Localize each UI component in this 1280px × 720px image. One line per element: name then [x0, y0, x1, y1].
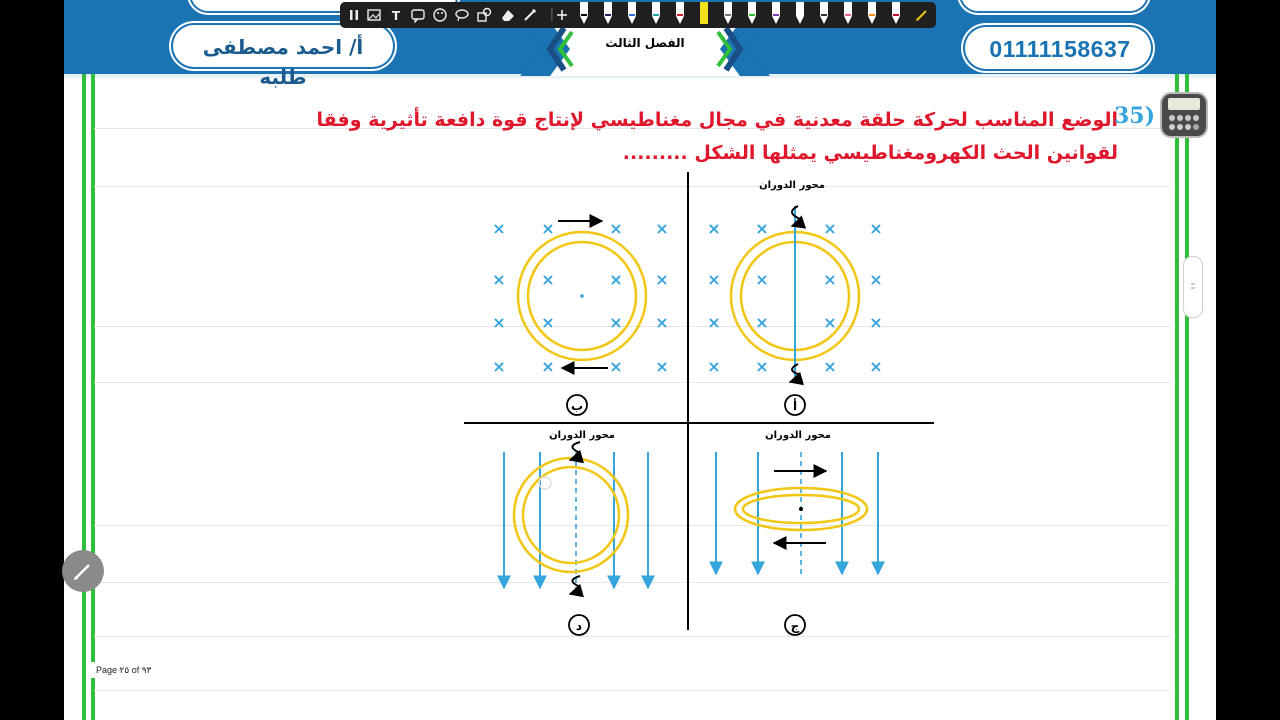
teacher-name: أ/ احمد مصطفى طلبه: [202, 35, 364, 89]
pen-swatch-yellow[interactable]: [700, 2, 708, 24]
panel-b: [492, 219, 668, 415]
svg-text:×: ×: [655, 357, 669, 376]
edit-button[interactable]: [62, 550, 104, 592]
add-icon: [552, 5, 572, 25]
ring-center-b: [580, 294, 584, 298]
highlighter-icon: [520, 5, 540, 25]
svg-text:×: ×: [492, 270, 506, 289]
svg-text:×: ×: [823, 313, 837, 332]
panel-c: [716, 430, 878, 635]
svg-text:×: ×: [609, 270, 623, 289]
lasso-tool[interactable]: [452, 5, 472, 25]
pen-swatch-white[interactable]: [796, 2, 804, 24]
ring-outer-d: [514, 458, 628, 572]
pen-tool[interactable]: [912, 5, 932, 25]
figure-diagram: [64, 0, 1216, 720]
svg-text:×: ×: [655, 313, 669, 332]
panel-a: [707, 180, 882, 415]
pen-swatch-gray[interactable]: [724, 2, 732, 24]
option-label-d: د: [575, 619, 583, 633]
pencil-icon: [62, 550, 104, 592]
pause-button[interactable]: [344, 5, 364, 25]
svg-text:×: ×: [655, 270, 669, 289]
image-icon: [364, 5, 384, 25]
panel-d: [504, 430, 648, 635]
svg-text:×: ×: [541, 357, 555, 376]
pen-swatch-green[interactable]: [748, 2, 756, 24]
pen-swatch-black[interactable]: [580, 2, 588, 24]
pen-tool-icon: [912, 5, 932, 25]
svg-text:×: ×: [755, 270, 769, 289]
pen-swatch-red[interactable]: [676, 2, 684, 24]
svg-text:×: ×: [823, 219, 837, 238]
shapes-tool[interactable]: [474, 5, 494, 25]
image-tool[interactable]: [364, 5, 384, 25]
eraser-icon: [498, 5, 518, 25]
text-icon: [386, 5, 406, 25]
svg-text:×: ×: [609, 219, 623, 238]
page-indicator: Page ٢٥ of ٩٣: [88, 662, 176, 678]
question-text: الوضع المناسب لحركة حلقة معدنية في مجال مغناطيسي لإنتاج قوة دافعة تأثيرية وفقا لقوانين الحث الكهرومغناطيسي يمثلها الشكل .........: [316, 109, 1118, 164]
rotation-arrow-a-bottom: [790, 364, 800, 382]
svg-text:×: ×: [823, 270, 837, 289]
svg-text:×: ×: [609, 357, 623, 376]
svg-text:×: ×: [869, 219, 883, 238]
option-label-c: ج: [790, 619, 800, 633]
svg-text:×: ×: [609, 313, 623, 332]
svg-text:×: ×: [541, 313, 555, 332]
comment-tool[interactable]: [408, 5, 428, 25]
svg-text:×: ×: [707, 357, 721, 376]
ring-center-c: [799, 507, 803, 511]
toolbar-separator: |: [549, 7, 555, 22]
add-tool[interactable]: [552, 5, 572, 25]
option-label-b: ب: [570, 399, 584, 413]
scrollbar-handle[interactable]: [1183, 256, 1203, 318]
option-label-a: أ: [792, 399, 798, 413]
document-page: [64, 0, 1216, 720]
axis-label-c: محور الدوران: [765, 430, 831, 441]
pen-swatch-red-2[interactable]: [892, 2, 900, 24]
svg-text:×: ×: [492, 313, 506, 332]
svg-text:×: ×: [869, 270, 883, 289]
svg-text:×: ×: [823, 357, 837, 376]
text-tool[interactable]: [386, 5, 406, 25]
svg-text:×: ×: [707, 270, 721, 289]
lasso-icon: [452, 5, 472, 25]
svg-text:×: ×: [755, 313, 769, 332]
axis-label-a: محور الدوران: [759, 180, 825, 191]
pen-swatch-pink[interactable]: [844, 2, 852, 24]
svg-text:×: ×: [492, 219, 506, 238]
svg-text:×: ×: [655, 219, 669, 238]
pause-icon: [344, 5, 364, 25]
chapter-title: الفصل الثالث: [605, 36, 685, 50]
axis-label-d: محور الدوران: [549, 430, 615, 441]
svg-text:×: ×: [755, 357, 769, 376]
pen-swatch-purple[interactable]: [772, 2, 780, 24]
palette-tool[interactable]: [430, 5, 450, 25]
svg-text:×: ×: [492, 357, 506, 376]
svg-text:×: ×: [869, 357, 883, 376]
pen-swatch-blue[interactable]: [628, 2, 636, 24]
eraser-tool[interactable]: [498, 5, 518, 25]
highlighter-tool[interactable]: [520, 5, 540, 25]
drag-handle-icon: [1184, 257, 1202, 317]
svg-text:×: ×: [755, 219, 769, 238]
svg-text:T: T: [391, 9, 401, 23]
svg-text:×: ×: [869, 313, 883, 332]
pen-swatch-teal[interactable]: [652, 2, 660, 24]
rotation-arrow-d-bottom: [570, 576, 580, 594]
pen-swatch-orange[interactable]: [868, 2, 876, 24]
pen-swatch-navy[interactable]: [604, 2, 612, 24]
svg-text:×: ×: [541, 270, 555, 289]
svg-text:×: ×: [707, 313, 721, 332]
pen-swatch-dark[interactable]: [820, 2, 828, 24]
shapes-icon: [474, 5, 494, 25]
ring-inner-d: [523, 467, 619, 563]
annotation-toolbar: [340, 2, 936, 28]
question-number: 35): [1114, 103, 1156, 129]
comment-icon: [408, 5, 428, 25]
svg-text:×: ×: [541, 219, 555, 238]
phone-number: 01111158637: [989, 36, 1131, 62]
svg-text:×: ×: [707, 219, 721, 238]
palette-icon: [430, 5, 450, 25]
